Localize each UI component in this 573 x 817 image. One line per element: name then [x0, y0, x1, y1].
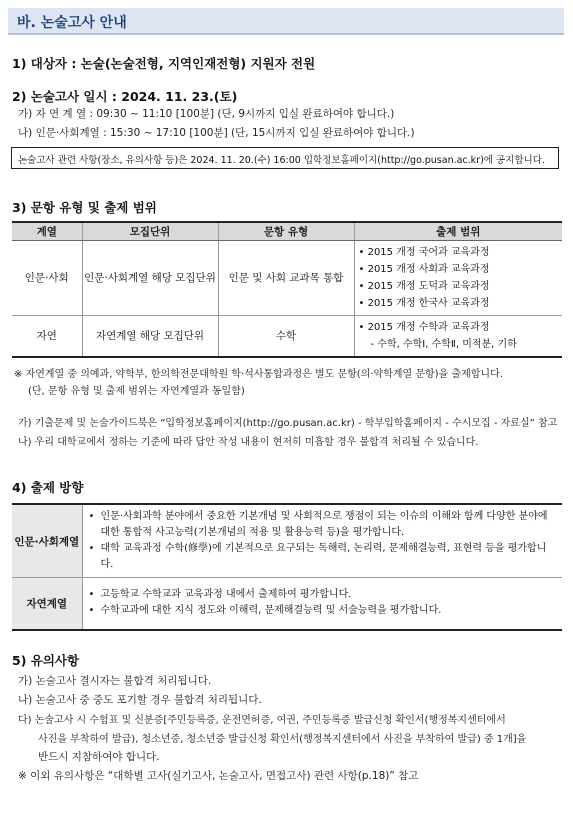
cell-track: 자연 [12, 315, 82, 357]
cell-type: 수학 [218, 315, 354, 357]
list-item: • 고등학교 수학교과 교육과정 내에서 출제하여 평가합니다. [88, 589, 352, 601]
caution-3: 다) 논술고사 시 수험표 및 신분증[주민등록증, 운전면허증, 여권, 주민등록증 발급신청 확인서(행정복지센터에서 [18, 715, 506, 726]
list-item: • 수학교과에 대한 지식 정도와 이해력, 문제해결능력 및 서술능력을 평가합니다. [88, 605, 442, 617]
caution-3-cont: 사진을 부착하여 발급), 청소년증, 청소년증 발급신청 확인서(행정복지센터에서 사진을 부착하여 발급) 중 1개]을 [38, 734, 527, 745]
cell-unit: 인문·사회계열 해당 모집단위 [82, 240, 218, 315]
list-item: • 대학 교육과정 수학(修學)에 기본적으로 요구되는 독해력, 논리력, 문제해결능력, 표현력 등을 평가합니다. [88, 543, 547, 570]
table-row [12, 578, 562, 630]
heading-cautions: 5) 유의사항 [12, 653, 80, 668]
scope-item: • 2015 개정 국어과 교육과정 [358, 246, 490, 258]
notice-box: 논술고사 관련 사항(장소, 유의사항 등)은 2024. 11. 20.(수) 16:00 입학정보홈페이지(http://go.pusan.ac.kr)에 공지합니다. [11, 147, 559, 169]
cell-track: 인문·사회 [12, 240, 82, 315]
list-item: • 인문·사회과학 분야에서 중요한 기본개념 및 사회적으로 쟁점이 되는 이슈의 이해와 함께 다양한 분야에 대한 통합적 사고능력(기본개념의 적용 및 활용능력 등)을 평가합니다. [88, 511, 548, 538]
col-header-unit: 모집단위 [82, 222, 218, 240]
col-header-scope: 출제 범위 [354, 222, 562, 240]
row-description [82, 504, 562, 578]
scope-item: • 2015 개정 도덕과 교육과정 [358, 280, 490, 292]
scope-item: • 2015 개정 한국사 교육과정 [358, 297, 490, 309]
heading-question-type: 3) 문항 유형 및 출제 범위 [12, 200, 157, 215]
caution-2: 나) 논술고사 중 중도 포기할 경우 불합격 처리됩니다. [18, 694, 262, 706]
section-title: 바. 논술고사 안내 [17, 15, 127, 31]
cell-unit: 자연계열 해당 모집단위 [82, 315, 218, 357]
row-description [82, 578, 562, 630]
scope-subitem: - 수학, 수학Ⅰ, 수학Ⅱ, 미적분, 기하 [370, 338, 517, 350]
heading-eligibility: 1) 대상자 : 논술(논술전형, 지역인재전형) 지원자 전원 [12, 56, 316, 71]
caution-4: ※ 이외 유의사항은 “대학별 고사(실기고사, 논술고사, 면접고사) 관련 사항(p.18)” 참고 [18, 770, 419, 782]
question-type-table [12, 221, 562, 358]
schedule-humanities: 나) 인문·사회계열 : 15:30 ~ 17:10 [100분] (단, 15시까지 입실 완료하여야 합니다.) [18, 127, 415, 139]
schedule-natural: 가) 자 연 계 열 : 09:30 ~ 11:10 [100분] (단, 9시까지 입실 완료하여야 합니다.) [18, 108, 395, 120]
col-header-track: 계열 [12, 222, 82, 240]
row-label: 인문·사회계열 [12, 504, 82, 578]
note-past-questions: 가) 기출문제 및 논술가이드북은 “입학정보홈페이지(http://go.pusan.ac.kr) - 학부입학홈페이지 - 수시모집 - 자료실” 참고 [18, 418, 558, 429]
caution-3-cont: 반드시 지참하여야 합니다. [38, 751, 160, 763]
heading-schedule: 2) 논술고사 일시 : 2024. 11. 23.(토) [12, 89, 238, 104]
heading-direction: 4) 출제 방향 [12, 480, 84, 495]
note-medical-sub: (단, 문항 유형 및 출제 범위는 자연계열과 동일함) [28, 386, 245, 397]
scope-item: • 2015 개정 사회과 교육과정 [358, 263, 490, 275]
note-medical: ※ 자연계열 중 의예과, 약학부, 한의학전문대학원 학·석사통합과정은 별도 문항(의·약학계열 문항)을 출제합니다. [14, 369, 503, 380]
row-label: 자연계열 [12, 578, 82, 630]
table-row [12, 504, 562, 578]
caution-1: 가) 논술고사 결시자는 불합격 처리됩니다. [18, 675, 212, 687]
note-fail-criteria: 나) 우리 대학교에서 정하는 기준에 따라 답안 작성 내용이 현저히 미흡할 경우 불합격 처리될 수 있습니다. [18, 437, 479, 448]
section-title-bar [8, 8, 564, 35]
table-header-row [12, 222, 562, 240]
table-row [12, 240, 562, 315]
scope-item: • 2015 개정 수학과 교육과정 [358, 321, 490, 333]
col-header-type: 문항 유형 [218, 222, 354, 240]
table-row [12, 315, 562, 357]
cell-type: 인문 및 사회 교과목 통합 [218, 240, 354, 315]
cell-scope [354, 240, 562, 315]
direction-table [12, 503, 562, 631]
cell-scope [354, 315, 562, 357]
